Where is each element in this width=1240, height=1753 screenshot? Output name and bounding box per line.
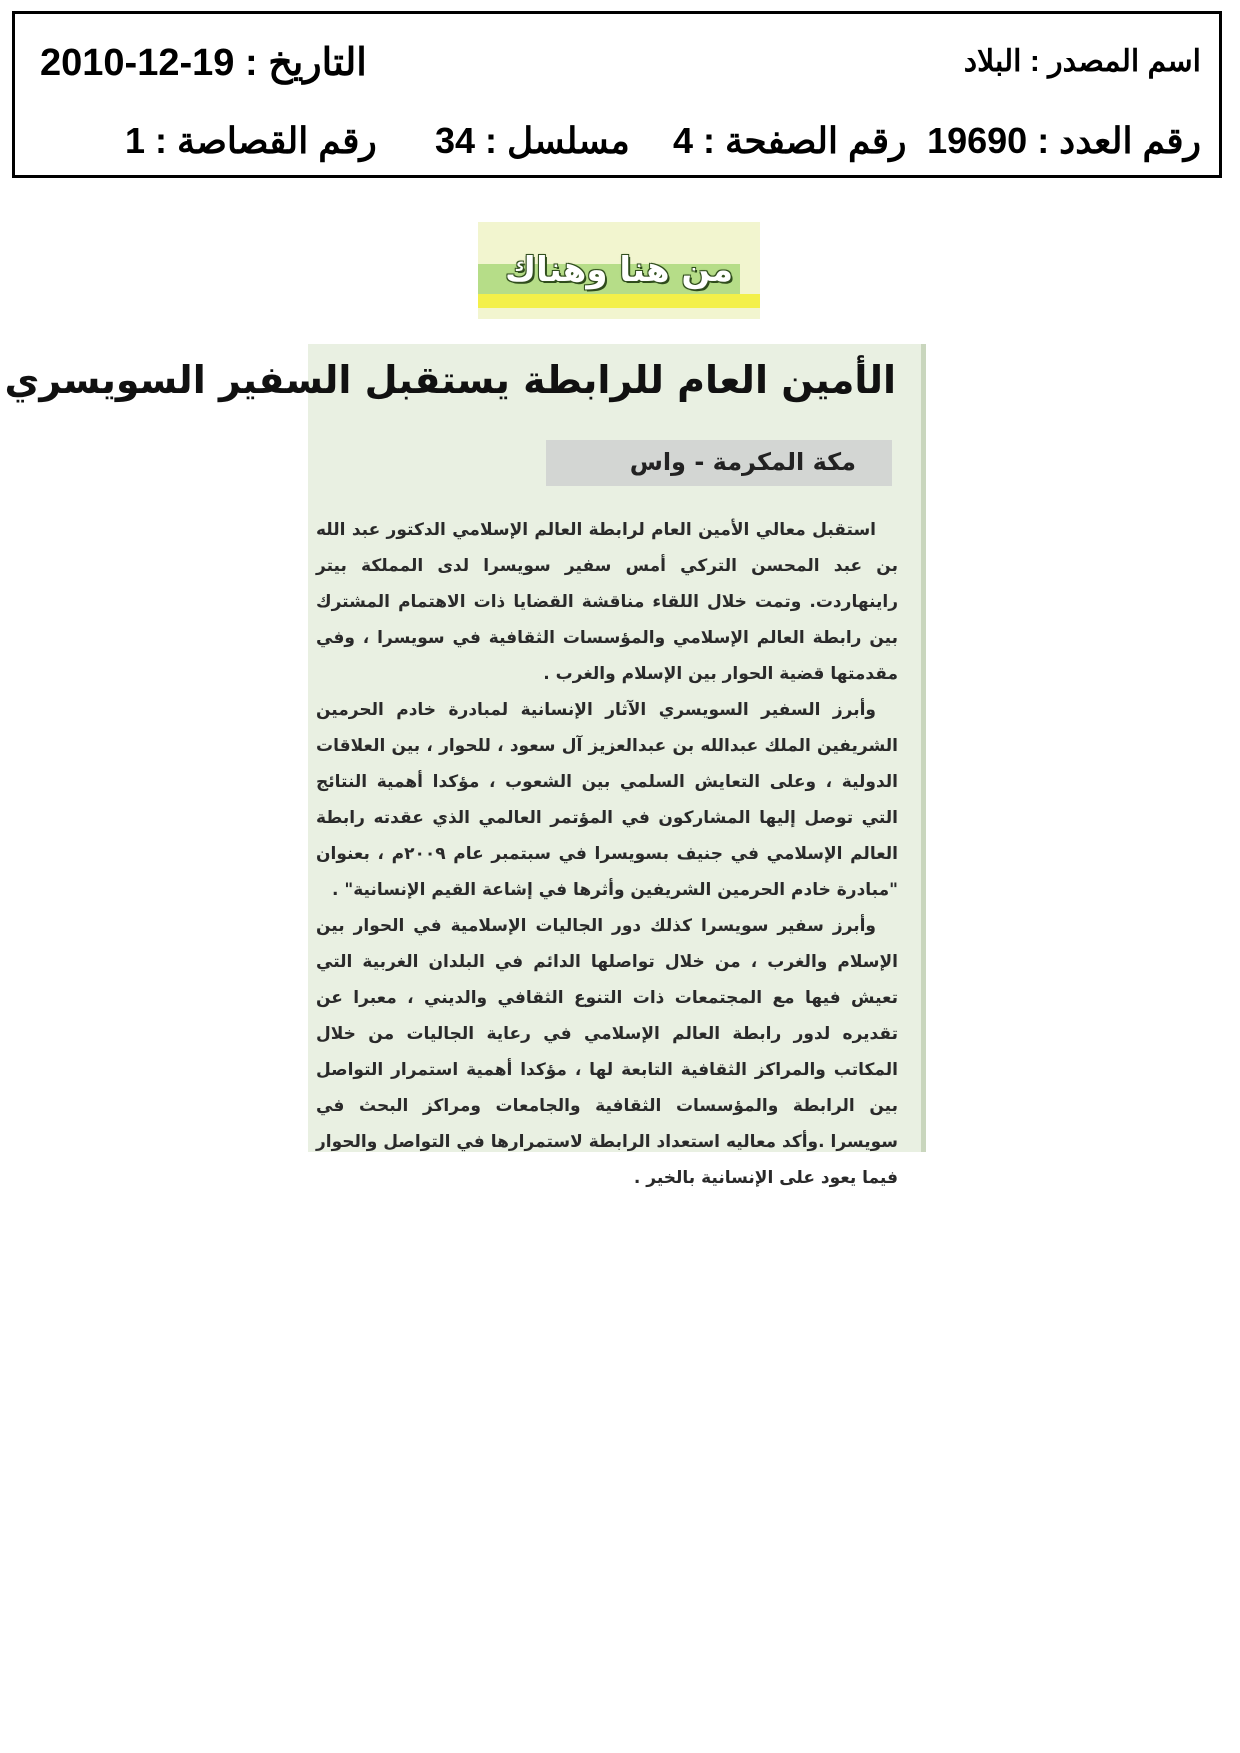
article-right-edge <box>921 344 926 1152</box>
clipping-date: التاريخ : 19-12-2010 <box>40 42 367 84</box>
article-body <box>316 512 898 1196</box>
banner-yellow-strip <box>478 294 760 308</box>
article-clipping <box>4 344 926 1188</box>
article-paragraph-2: وأبرز السفير السويسري الآثار الإنسانية لمبادرة خادم الحرمين الشريفين الملك عبدالله بن عبدالعزيز آل سعود ، للحوار ، بين العلاقات الدولية ، وعلى التعايش السلمي بين الشعوب ، مؤكدا أهمية النتائج التي توصل إليها المشاركون في المؤتمر العالمي الذي عقدته رابطة العالم الإسلامي في جنيف بسويسرا في سبتمبر عام ٢٠٠٩م ، بعنوان "مبادرة خادم الحرمين الشريفين وأثرها في إشاعة القيم الإنسانية" . <box>316 700 899 900</box>
article-paragraph-3: وأبرز سفير سويسرا كذلك دور الجاليات الإسلامية في الحوار بين الإسلام والغرب ، من خلال تواصلها الدائم في البلدان الغربية التي تعيش فيها مع المجتمعات ذات التنوع الثقافي والديني ، معبرا عن تقديره لدور رابطة العالم الإسلامي في رعاية الجاليات من خلال المكاتب والمراكز الثقافية التابعة لها ، مؤكدا أهمية استمرار التواصل بين الرابطة والمؤسسات الثقافية والجامعات ومراكز البحث في سويسرا .وأكد معاليه استعداد الرابطة لاستمرارها في التواصل والحوار فيما يعود على الإنسانية بالخير . <box>316 916 898 1188</box>
page-number: رقم الصفحة : 4 <box>673 120 907 161</box>
banner-title: من هنا وهناك <box>504 250 734 290</box>
dateline-box <box>546 440 892 486</box>
section-banner <box>478 222 760 319</box>
clip-number: رقم القصاصة : 1 <box>125 120 377 161</box>
article-paragraph-1: استقبل معالي الأمين العام لرابطة العالم الإسلامي الدكتور عبد الله بن عبد المحسن التركي أمس سفير سويسرا لدى المملكة بيتر راينهاردت. وتمت خلال اللقاء مناقشة القضايا ذات الاهتمام المشترك بين رابطة العالم الإسلامي والمؤسسات الثقافية في سويسرا ، وفي مقدمتها قضية الحوار بين الإسلام والغرب . <box>316 520 898 684</box>
issue-number: رقم العدد : 19690 <box>927 120 1201 161</box>
article-dateline: مكة المكرمة - واس <box>629 448 856 476</box>
clipping-metadata-box <box>12 11 1222 178</box>
serial-number: مسلسل : 34 <box>435 120 630 161</box>
article-headline: الأمين العام للرابطة يستقبل السفير السويسري <box>4 358 896 402</box>
source-name: اسم المصدر : البلاد <box>963 45 1201 78</box>
